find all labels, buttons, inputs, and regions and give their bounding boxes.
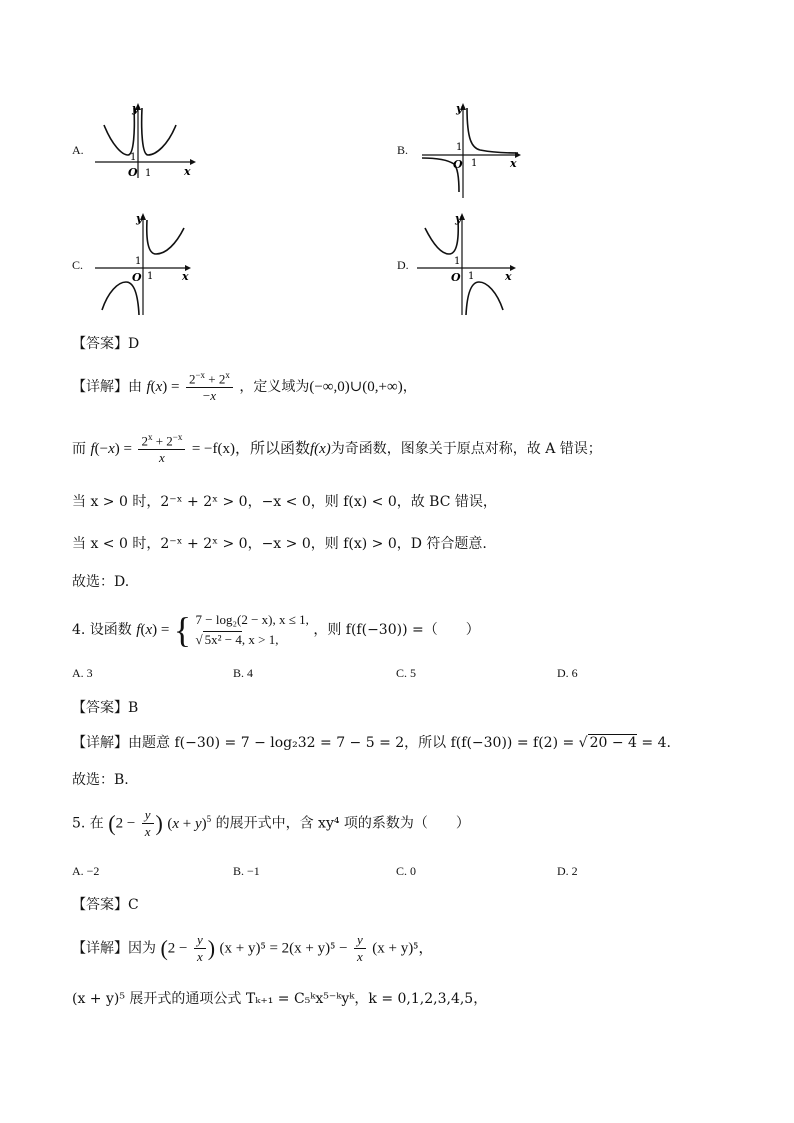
svg-text:y: y — [136, 212, 143, 225]
q4-answer: 【答案】B — [72, 700, 139, 716]
q3-detail-line3: 当 x > 0 时，2⁻ˣ + 2ˣ > 0，−x < 0，则 f(x) < 0，故 BC 错误， — [72, 494, 497, 510]
q4-option-b: B. 4 — [233, 666, 254, 680]
q4-stem: 4. 设函数 f(x) = { 7 − log₂(2 − x), x ≤ 1, √ 5x² − 4, x > 1, ，则 f(f(−30)) =（ ） — [72, 610, 480, 650]
svg-text:O: O — [453, 158, 463, 171]
x-one-label: 1 — [145, 168, 152, 179]
graph-a — [90, 100, 200, 180]
q5-stem: 5. 在 (2 − $\frac{y}{x}$ ) $(x + y)^5$ 的展开式中，含 xy⁴ 项的系数为（ ） — [72, 807, 470, 839]
svg-text:x: x — [505, 270, 512, 283]
svg-text:1: 1 — [135, 256, 142, 267]
svg-text:1: 1 — [454, 256, 461, 267]
axis-y-label: y — [132, 102, 139, 115]
q4-option-c: C. 5 — [396, 666, 417, 680]
q3-detail-line4: 当 x < 0 时，2⁻ˣ + 2ˣ > 0，−x > 0，则 f(x) > 0，D 符合题意. — [72, 536, 487, 552]
svg-text:y: y — [455, 212, 462, 225]
q4-option-a: A. 3 — [72, 666, 93, 680]
q3-answer: 【答案】D — [72, 336, 140, 352]
y-one-label: 1 — [130, 152, 137, 163]
svg-text:O: O — [451, 271, 461, 284]
option-d-label: D. — [397, 258, 409, 272]
q3-choose: 故选：D. — [72, 574, 130, 590]
option-b-label: B. — [397, 143, 409, 157]
q5-option-a: A. −2 — [72, 864, 100, 878]
svg-text:1: 1 — [471, 158, 478, 169]
svg-text:1: 1 — [456, 142, 463, 153]
q3-detail-line1: 【详解】由 f(x) = $\frac{2^{-x} + 2^x}{-x}$ ，定义域为(−∞,0)∪(0,+∞)， — [72, 370, 417, 404]
option-c-label: C. — [72, 258, 84, 272]
graph-b — [420, 100, 530, 200]
svg-text:O: O — [132, 271, 142, 284]
q4-option-d: D. 6 — [557, 666, 578, 680]
svg-text:x: x — [182, 270, 189, 283]
option-a-label: A. — [72, 143, 84, 157]
origin-label: O — [128, 166, 138, 179]
q3-detail-line2: 而 f(−x) = $\frac{2^x + 2^{-x}}{x}$ = −f(x)，所以函数f(x)为奇函数，图象关于原点对称，故 A 错误； — [72, 432, 602, 466]
svg-text:1: 1 — [468, 271, 475, 282]
q5-detail-line1: 【详解】因为 (2 − $\frac{y}{x}$ ) (x + y)⁵ = 2(x + y)⁵ − $\frac{y}{x}$ (x + y)⁵， — [72, 932, 434, 964]
q5-general-term: (x + y)⁵ 展开式的通项公式 Tₖ₊₁ = C₅ᵏx⁵⁻ᵏyᵏ，k = 0,1,2,3,4,5， — [72, 991, 488, 1007]
svg-text:y: y — [456, 102, 463, 115]
q4-detail: 【详解】由题意 f(−30) = 7 − log₂32 = 7 − 5 = 2，所以 f(f(−30)) = f(2) = √ 20 − 4 = 4. — [72, 735, 671, 751]
q5-option-d: D. 2 — [557, 864, 578, 878]
q4-choose: 故选：B. — [72, 772, 129, 788]
q5-answer: 【答案】C — [72, 897, 139, 913]
q5-option-b: B. −1 — [233, 864, 260, 878]
svg-text:x: x — [510, 157, 517, 170]
axis-x-label: x — [184, 165, 191, 178]
q5-option-c: C. 0 — [396, 864, 417, 878]
svg-text:1: 1 — [147, 271, 154, 282]
graph-c — [90, 210, 200, 320]
graph-d — [415, 210, 525, 320]
